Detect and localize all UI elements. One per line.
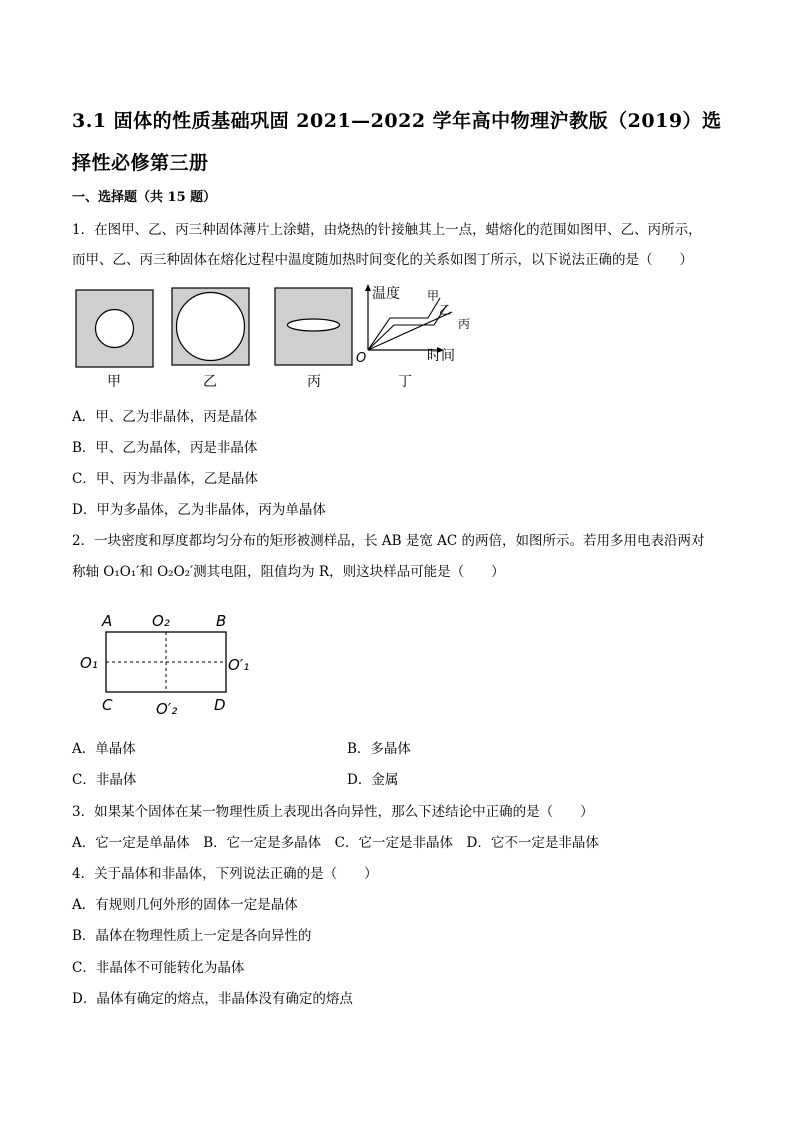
fig-label-bing: 丙: [307, 374, 321, 390]
melt-region-jia: [96, 310, 134, 348]
q4-option-c: C．非晶体不可能转化为晶体: [72, 960, 245, 976]
x-axis-label: 时间: [427, 348, 455, 364]
q4-option-b: B．晶体在物理性质上一定是各向异性的: [72, 928, 312, 944]
label-o1: O₁: [80, 654, 98, 672]
q1-figure: [72, 280, 492, 395]
q3-stem: 3．如果某个固体在某一物理性质上表现出各向异性，那么下述结论中正确的是（ ）: [72, 804, 594, 820]
q1-option-c: C．甲、丙为非晶体，乙是晶体: [72, 471, 258, 487]
section-heading: 一、选择题（共 15 题）: [72, 190, 217, 205]
q2-option-a: A．单晶体: [72, 741, 136, 757]
curve-label-yi: 乙: [439, 303, 452, 317]
doc-title-line1: 3.1 固体的性质基础巩固 2021—2022 学年高中物理沪教版（2019）选: [72, 110, 722, 132]
melt-region-yi: [177, 293, 245, 361]
melt-region-bing: [288, 319, 340, 331]
fig-label-jia: 甲: [107, 374, 121, 390]
fig-label-ding: 丁: [398, 374, 412, 390]
q4-stem: 4．关于晶体和非晶体，下列说法正确的是（ ）: [72, 866, 378, 882]
curve-label-jia: 甲: [427, 289, 440, 303]
q2-option-c: C．非晶体: [72, 772, 137, 788]
label-o2-prime: O′₂: [156, 700, 178, 718]
curve-yi: [368, 306, 446, 350]
corner-b: B: [216, 612, 227, 630]
curve-jia: [368, 298, 440, 350]
q1-option-a: A．甲、乙为非晶体，丙是晶体: [72, 409, 258, 425]
q1-option-d: D．甲为多晶体，乙为非晶体，丙为单晶体: [72, 502, 326, 518]
doc-title-line2: 择性必修第三册: [72, 152, 209, 174]
curve-label-bing: 丙: [458, 317, 471, 331]
corner-c: C: [102, 696, 113, 714]
temperature-time-graph: [356, 284, 470, 366]
corner-d: D: [214, 696, 226, 714]
label-o2: O₂: [152, 612, 170, 630]
q2-option-b: B．多晶体: [347, 741, 411, 757]
q2-stem-line1: 2．一块密度和厚度都均匀分布的矩形被测样品，长 AB 是宽 AC 的两倍，如图所示。若用多用电表沿两对: [72, 533, 705, 549]
q2-stem-line2: 称轴 O₁O₁′和 O₂O₂′测其电阻，阻值均为 R，则这块样品可能是（ ）: [72, 564, 505, 580]
q4-option-a: A．有规则几何外形的固体一定是晶体: [72, 897, 298, 913]
q2-option-d: D．金属: [347, 772, 399, 788]
q4-option-d: D．晶体有确定的熔点，非晶体没有确定的熔点: [72, 991, 353, 1007]
label-o1-prime: O′₁: [228, 656, 250, 674]
q2-figure: [78, 606, 268, 724]
corner-a: A: [102, 612, 113, 630]
y-axis-label: 温度: [372, 286, 400, 302]
q1-stem-line2: 而甲、乙、丙三种固体在熔化过程中温度随加热时间变化的关系如图丁所示，以下说法正确的是（ ）: [72, 252, 693, 268]
q1-stem-line1: 1．在图甲、乙、丙三种固体薄片上涂蜡，由烧热的针接触其上一点，蜡熔化的范围如图甲、乙、丙所示，: [72, 222, 702, 238]
q1-option-b: B．甲、乙为晶体，丙是非晶体: [72, 440, 258, 456]
q3-options: A．它一定是单晶体 B．它一定是多晶体 C．它一定是非晶体 D．它不一定是非晶体: [72, 835, 599, 851]
fig-label-yi: 乙: [203, 374, 217, 390]
origin-label: O: [356, 351, 367, 366]
